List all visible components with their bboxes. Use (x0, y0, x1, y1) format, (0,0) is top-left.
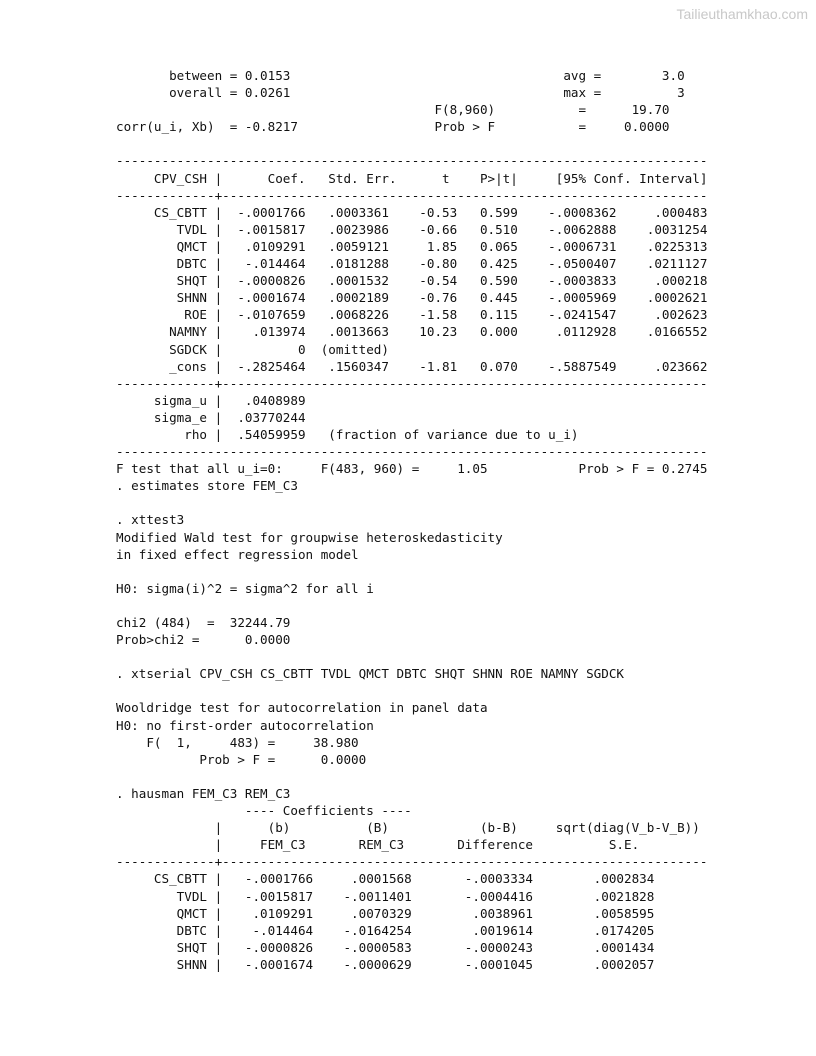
output-line: _cons | -.2825464 .1560347 -1.81 0.070 -.5887549 .023662 (116, 358, 708, 374)
output-line: H0: sigma(i)^2 = sigma^2 for all i (116, 580, 374, 596)
output-line: -------------+---------------------------------------------------------------- (116, 187, 708, 203)
output-line: SGDCK | 0 (omitted) (116, 341, 389, 357)
output-line: Prob > F = 0.0000 (116, 751, 367, 767)
output-line (116, 494, 707, 511)
output-line: rho | .54059959 (fraction of variance due to u_i) (116, 426, 579, 442)
output-line: sigma_e | .03770244 (116, 409, 306, 425)
output-line: ROE | -.0107659 .0068226 -1.58 0.115 -.0241547 .002623 (116, 307, 708, 323)
output-line (116, 563, 707, 580)
output-line: . hausman FEM_C3 REM_C3 (116, 785, 291, 801)
output-line: F(8,960) = 19.70 (116, 102, 670, 118)
output-line: Modified Wald test for groupwise heteroskedasticity (116, 529, 503, 545)
output-line: -------------+---------------------------------------------------------------- (116, 375, 708, 391)
output-line (116, 682, 707, 699)
output-line: sigma_u | .0408989 (116, 392, 306, 408)
output-line (116, 648, 707, 665)
output-line: SHNN | -.0001674 .0002189 -0.76 0.445 -.0005969 .0002621 (116, 290, 708, 306)
output-line: F test that all u_i=0: F(483, 960) = 1.05 Prob > F = 0.2745 (116, 461, 708, 477)
output-line: | (b) (B) (b-B) sqrt(diag(V_b-V_B)) (116, 820, 700, 836)
output-line: Prob>chi2 = 0.0000 (116, 632, 291, 648)
output-line: CPV_CSH | Coef. Std. Err. t P>|t| [95% Conf. Interval] (116, 170, 708, 186)
output-line: in fixed effect regression model (116, 546, 359, 562)
output-line: overall = 0.0261 max = 3 (116, 85, 685, 101)
output-line: SHQT | -.0000826 .0001532 -0.54 0.590 -.0003833 .000218 (116, 273, 708, 289)
output-line: between = 0.0153 avg = 3.0 (116, 68, 685, 83)
output-line: -------------+---------------------------------------------------------------- (116, 854, 708, 870)
output-line: F( 1, 483) = 38.980 (116, 734, 359, 750)
output-line: TVDL | -.0015817 -.0011401 -.0004416 .0021828 (116, 888, 655, 904)
output-line: CS_CBTT | -.0001766 .0003361 -0.53 0.599 -.0008362 .000483 (116, 204, 708, 220)
output-line: QMCT | .0109291 .0070329 .0038961 .0058595 (116, 905, 655, 921)
output-line: . xtserial CPV_CSH CS_CBTT TVDL QMCT DBTC SHQT SHNN ROE NAMNY SGDCK (116, 666, 624, 682)
output-line: | FEM_C3 REM_C3 Difference S.E. (116, 837, 640, 853)
output-line: SHQT | -.0000826 -.0000583 -.0000243 .0001434 (116, 939, 655, 955)
stata-output-log (116, 67, 707, 973)
output-line: NAMNY | .013974 .0013663 10.23 0.000 .0112928 .0166552 (116, 324, 708, 340)
output-line: ------------------------------------------------------------------------------ (116, 444, 708, 460)
output-line: . estimates store FEM_C3 (116, 478, 298, 494)
output-line: ---- Coefficients ---- (116, 803, 412, 819)
watermark-text: Tailieuthamkhao.com (676, 6, 808, 22)
output-line: TVDL | -.0015817 .0023986 -0.66 0.510 -.0062888 .0031254 (116, 221, 708, 237)
output-line: DBTC | -.014464 .0181288 -0.80 0.425 -.0500407 .0211127 (116, 256, 708, 272)
output-line: chi2 (484) = 32244.79 (116, 615, 291, 630)
output-line: CS_CBTT | -.0001766 .0001568 -.0003334 .0002834 (116, 871, 655, 887)
output-line: H0: no first-order autocorrelation (116, 717, 374, 733)
output-line (116, 135, 707, 152)
output-line: corr(u_i, Xb) = -0.8217 Prob > F = 0.0000 (116, 119, 670, 135)
output-line: Wooldridge test for autocorrelation in panel data (116, 700, 488, 716)
output-line: . xttest3 (116, 512, 185, 528)
output-line: DBTC | -.014464 -.0164254 .0019614 .0174205 (116, 922, 655, 938)
output-line (116, 768, 707, 785)
output-line (116, 597, 707, 614)
output-line: SHNN | -.0001674 -.0000629 -.0001045 .0002057 (116, 956, 655, 972)
output-line: QMCT | .0109291 .0059121 1.85 0.065 -.0006731 .0225313 (116, 238, 708, 254)
output-line: ------------------------------------------------------------------------------ (116, 153, 708, 169)
